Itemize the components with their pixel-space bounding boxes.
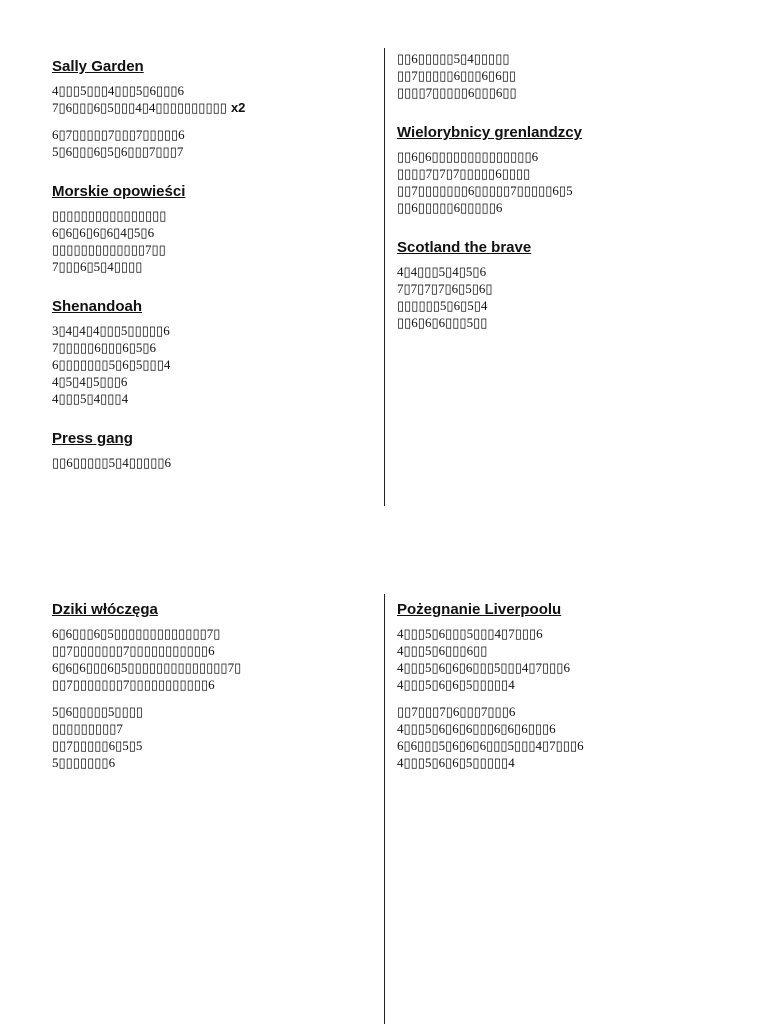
tab-line: 4▯5▯4▯5▯▯▯6 xyxy=(52,374,128,389)
song-title: Pożegnanie Liverpoolu xyxy=(397,601,562,618)
stanza xyxy=(397,50,717,101)
song-title: Press gang xyxy=(52,430,133,447)
song-title: Morskie opowieści xyxy=(52,183,186,200)
tab-line: ▯▯▯▯7▯7▯7▯▯▯▯▯6▯▯▯▯ xyxy=(397,166,531,181)
repeat-marker: x2 xyxy=(230,100,246,115)
tab-line: ▯▯▯▯▯▯▯▯▯▯▯▯▯▯▯▯ xyxy=(52,208,167,223)
song-press-gang xyxy=(52,429,372,471)
song-title: Dziki włóczęga xyxy=(52,601,158,618)
tab-line: 4▯▯▯5▯4▯▯▯4 xyxy=(52,391,129,406)
tab-line: ▯▯6▯6▯▯▯▯▯▯▯▯▯▯▯▯▯▯6 xyxy=(397,149,539,164)
tab-line: 7▯▯▯6▯5▯4▯▯▯▯ xyxy=(52,259,143,274)
stanza xyxy=(52,322,372,407)
tab-line: ▯▯▯▯▯▯5▯6▯5▯4 xyxy=(397,298,488,313)
bottom-right-column xyxy=(397,600,717,793)
tab-line: 6▯7▯▯▯▯▯7▯▯▯7▯▯▯▯▯6 xyxy=(52,127,185,142)
tab-line: 4▯▯▯5▯6▯6▯5▯▯▯▯▯4 xyxy=(397,677,515,692)
bottom-left-column xyxy=(52,600,372,793)
tab-line: 6▯▯▯▯▯▯▯5▯6▯5▯▯▯4 xyxy=(52,357,171,372)
song-shenandoah xyxy=(52,297,372,407)
stanza xyxy=(52,454,372,471)
stanza xyxy=(52,703,372,771)
tab-line: 5▯6▯▯▯6▯5▯6▯▯▯7▯▯▯7 xyxy=(52,144,184,159)
tab-line: 7▯▯▯▯▯6▯▯▯6▯5▯6 xyxy=(52,340,157,355)
tab-line: 6▯6▯▯▯5▯6▯6▯6▯▯▯5▯▯▯4▯7▯▯▯6 xyxy=(397,738,584,753)
song-scotland-the-brave xyxy=(397,238,717,331)
tab-line: ▯▯6▯▯▯▯▯6▯▯▯▯▯6 xyxy=(397,200,503,215)
song-title: Scotland the brave xyxy=(397,239,532,256)
tab-line: 6▯6▯6▯▯▯6▯5▯▯▯▯▯▯▯▯▯▯▯▯▯▯7▯ xyxy=(52,660,242,675)
tab-line: ▯▯7▯▯▯▯▯▯▯7▯▯▯▯▯▯▯▯▯▯▯6 xyxy=(52,677,215,692)
stanza xyxy=(52,82,372,116)
stanza xyxy=(52,625,372,693)
song-title: Shenandoah xyxy=(52,298,143,315)
tab-line: ▯▯7▯▯▯▯▯▯▯6▯▯▯▯▯7▯▯▯▯▯6▯5 xyxy=(397,183,573,198)
tab-line: ▯▯7▯▯▯▯▯6▯▯▯6▯6▯▯ xyxy=(397,68,516,83)
tab-line: ▯▯▯▯7▯▯▯▯▯6▯▯▯6▯▯ xyxy=(397,85,517,100)
tab-line: 4▯▯▯5▯6▯▯▯6▯▯ xyxy=(397,643,488,658)
song-pozegnanie-liverpoolu xyxy=(397,600,717,771)
song-title: Wielorybnicy grenlandzcy xyxy=(397,124,582,141)
tab-line: ▯▯▯▯▯▯▯▯▯7 xyxy=(52,721,123,736)
tab-line-text: 7▯6▯▯▯6▯5▯▯▯4▯4▯▯▯▯▯▯▯▯▯▯ xyxy=(52,100,227,115)
tab-line: ▯▯▯▯▯▯▯▯▯▯▯▯▯7▯▯ xyxy=(52,242,166,257)
stanza xyxy=(397,148,717,216)
tab-line xyxy=(52,99,372,116)
stanza xyxy=(397,703,717,771)
song-dziki-wloczega xyxy=(52,600,372,771)
tab-line: 7▯7▯7▯7▯6▯5▯6▯ xyxy=(397,281,493,296)
tab-line: 4▯▯▯5▯6▯6▯5▯▯▯▯▯4 xyxy=(397,755,515,770)
tab-line: 4▯▯▯5▯▯▯4▯▯▯5▯6▯▯▯6 xyxy=(52,83,184,98)
song-sally-garden xyxy=(52,57,372,160)
song-wielorybnicy xyxy=(397,123,717,216)
top-left-column xyxy=(52,57,372,493)
tab-line: ▯▯6▯6▯6▯▯▯5▯▯ xyxy=(397,315,488,330)
tab-line: ▯▯7▯▯▯▯▯▯▯7▯▯▯▯▯▯▯▯▯▯▯6 xyxy=(52,643,215,658)
tab-line: ▯▯6▯▯▯▯▯5▯4▯▯▯▯▯6 xyxy=(52,455,171,470)
song-title: Sally Garden xyxy=(52,58,144,75)
tab-line: ▯▯7▯▯▯7▯6▯▯▯7▯▯▯6 xyxy=(397,704,516,719)
tab-line: 4▯▯▯5▯6▯6▯6▯▯▯6▯6▯6▯▯▯6 xyxy=(397,721,556,736)
tab-line: 6▯6▯6▯6▯6▯4▯5▯6 xyxy=(52,225,155,240)
stanza xyxy=(397,263,717,331)
column-divider-bottom xyxy=(384,594,385,1024)
column-divider-top xyxy=(384,48,385,506)
tab-line: 5▯6▯▯▯▯▯5▯▯▯▯ xyxy=(52,704,144,719)
tab-line: 3▯4▯4▯4▯▯▯5▯▯▯▯▯6 xyxy=(52,323,170,338)
song-morskie-opowiesci xyxy=(52,182,372,275)
top-right-column xyxy=(397,50,717,353)
tab-line: 6▯6▯▯▯6▯5▯▯▯▯▯▯▯▯▯▯▯▯▯7▯ xyxy=(52,626,221,641)
tab-line: ▯▯7▯▯▯▯▯6▯5▯5 xyxy=(52,738,143,753)
song-press-gang-continued xyxy=(397,50,717,101)
stanza xyxy=(52,207,372,275)
tab-line: 5▯▯▯▯▯▯▯6 xyxy=(52,755,116,770)
tab-line: 4▯▯▯5▯6▯▯▯5▯▯▯4▯7▯▯▯6 xyxy=(397,626,543,641)
tab-line: ▯▯6▯▯▯▯▯5▯4▯▯▯▯▯ xyxy=(397,51,510,66)
stanza xyxy=(52,126,372,160)
tab-line: 4▯4▯▯▯5▯4▯5▯6 xyxy=(397,264,487,279)
stanza xyxy=(397,625,717,693)
tab-line: 4▯▯▯5▯6▯6▯6▯▯▯5▯▯▯4▯7▯▯▯6 xyxy=(397,660,570,675)
